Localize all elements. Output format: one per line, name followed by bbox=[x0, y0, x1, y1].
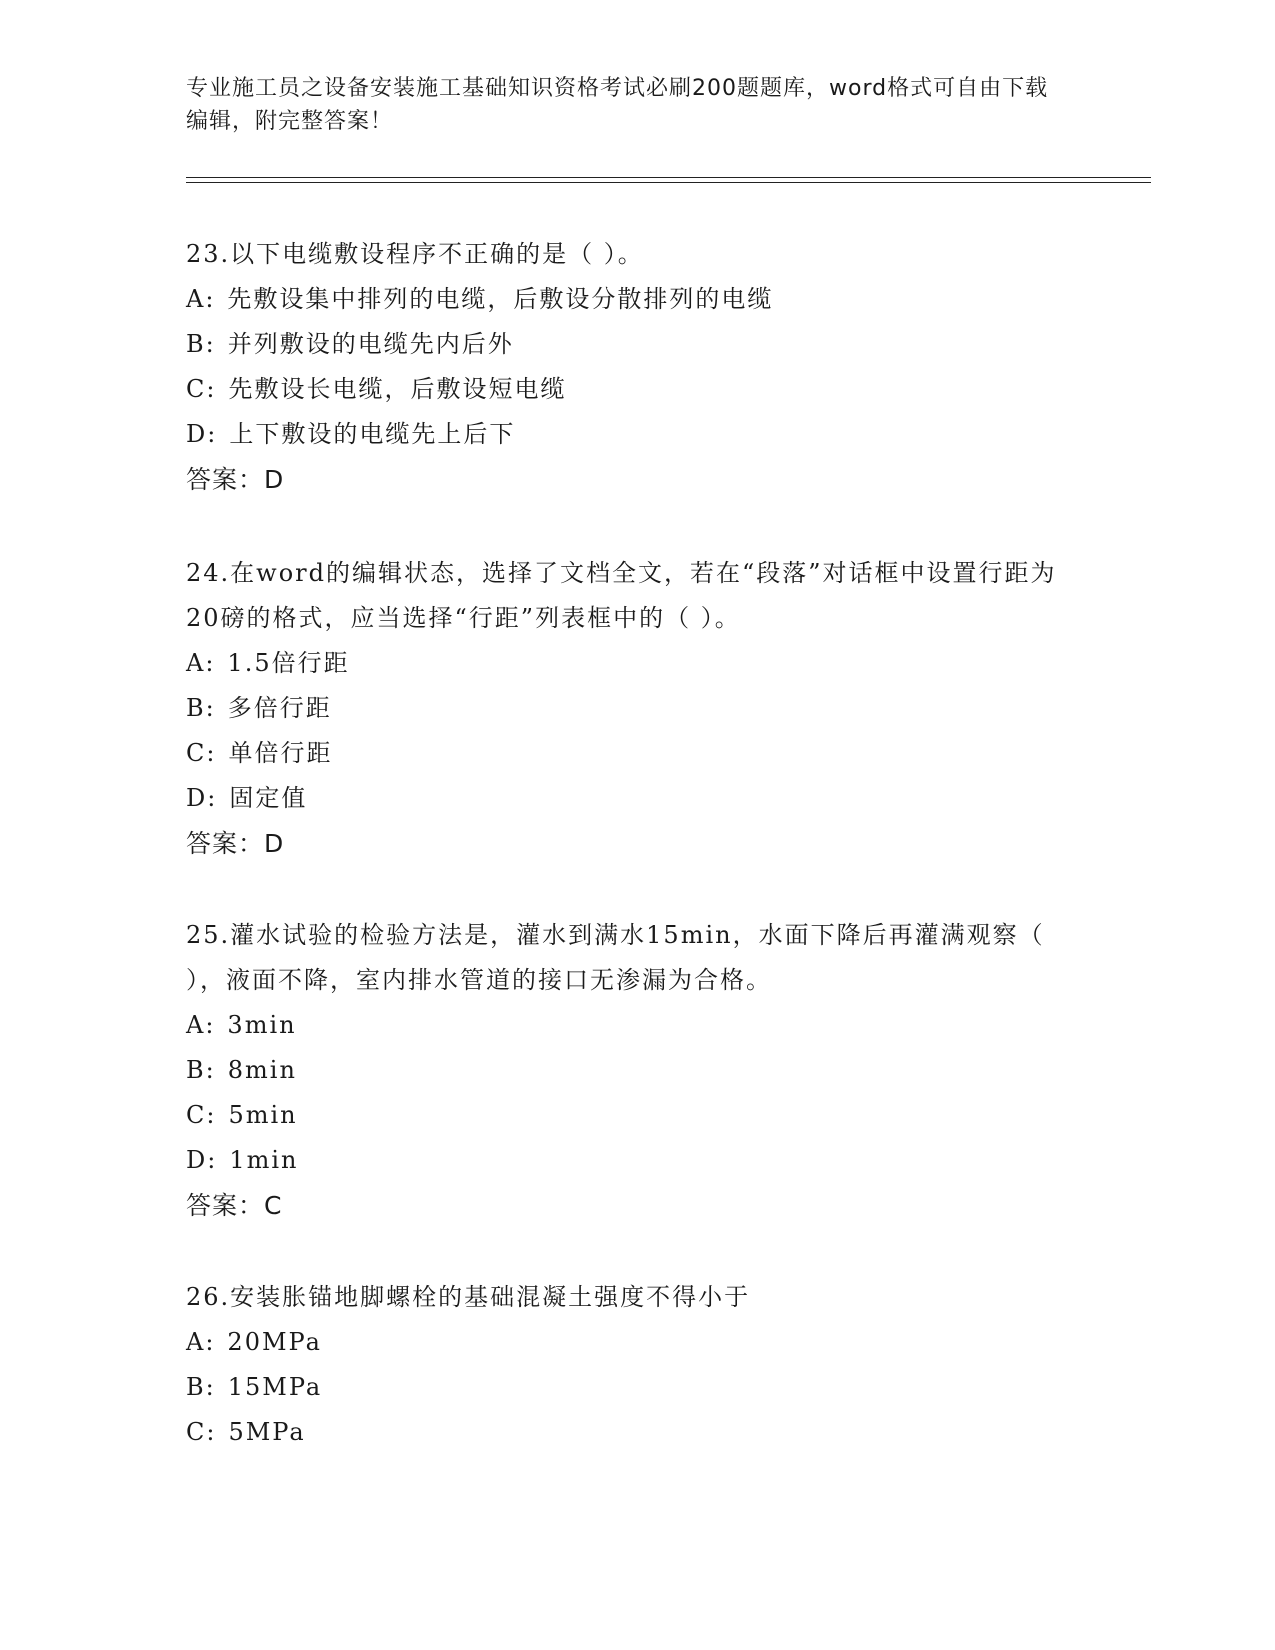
option-value: 15MPa bbox=[227, 1373, 323, 1401]
option-d bbox=[186, 776, 1086, 821]
question-text: 23.以下电缆敷设程序不正确的是（ ）。 bbox=[186, 240, 644, 268]
option-label: B: bbox=[186, 1056, 216, 1084]
option-value: 单倍行距 bbox=[228, 739, 333, 767]
option-label: B: bbox=[186, 1373, 216, 1401]
option-value: 先敷设长电缆，后敷设短电缆 bbox=[228, 375, 567, 403]
option-label: C: bbox=[186, 739, 217, 767]
document-header: 专业施工员之设备安装施工基础知识资格考试必刷200题题库，word格式可自由下载编辑，附完整答案！ bbox=[186, 76, 1049, 134]
option-label: D: bbox=[186, 784, 218, 812]
option-label: D: bbox=[186, 1146, 218, 1174]
option-b bbox=[186, 1365, 1086, 1410]
option-b bbox=[186, 686, 1086, 731]
question-text: 26.安装胀锚地脚螺栓的基础混凝土强度不得小于 bbox=[186, 1283, 751, 1311]
option-label: D: bbox=[186, 420, 218, 448]
question-25 bbox=[186, 913, 1086, 1228]
option-label: C: bbox=[186, 1101, 217, 1129]
option-value: 5min bbox=[228, 1101, 298, 1129]
option-d bbox=[186, 1138, 1086, 1183]
option-value: 多倍行距 bbox=[227, 694, 332, 722]
answer-text: 答案：D bbox=[186, 829, 285, 858]
option-label: A: bbox=[186, 1328, 216, 1356]
answer-text: 答案：D bbox=[186, 465, 285, 494]
option-label: A: bbox=[186, 285, 216, 313]
option-label: C: bbox=[186, 375, 217, 403]
option-a bbox=[186, 277, 1086, 322]
option-value: 并列敷设的电缆先内后外 bbox=[227, 330, 514, 358]
answer-text: 答案：C bbox=[186, 1191, 283, 1220]
option-value: 先敷设集中排列的电缆，后敷设分散排列的电缆 bbox=[227, 285, 774, 313]
option-a bbox=[186, 641, 1086, 686]
option-value: 固定值 bbox=[229, 784, 308, 812]
option-value: 8min bbox=[227, 1056, 297, 1084]
option-c bbox=[186, 1093, 1086, 1138]
header-divider-bottom bbox=[186, 182, 1151, 183]
option-a bbox=[186, 1320, 1086, 1365]
option-value: 上下敷设的电缆先上后下 bbox=[229, 420, 516, 448]
option-value: 3min bbox=[227, 1011, 297, 1039]
question-23 bbox=[186, 232, 1086, 502]
question-text: 25.灌水试验的检验方法是，灌水到满水15min，水面下降后再灌满观察（ ），液面不降，室内排水管道的接口无渗漏为合格。 bbox=[186, 921, 1045, 994]
option-label: C: bbox=[186, 1418, 217, 1446]
question-26 bbox=[186, 1275, 1086, 1455]
question-text: 24.在word的编辑状态，选择了文档全文，若在“段落”对话框中设置行距为20磅的格式，应当选择“行距”列表框中的（ ）。 bbox=[186, 559, 1057, 632]
option-value: 20MPa bbox=[227, 1328, 322, 1356]
option-value: 1min bbox=[229, 1146, 299, 1174]
option-c bbox=[186, 1410, 1086, 1455]
option-label: A: bbox=[186, 649, 216, 677]
header-divider-top bbox=[186, 177, 1151, 178]
option-label: B: bbox=[186, 330, 216, 358]
option-b bbox=[186, 1048, 1086, 1093]
option-c bbox=[186, 731, 1086, 776]
option-label: B: bbox=[186, 694, 216, 722]
option-b bbox=[186, 322, 1086, 367]
question-24 bbox=[186, 551, 1086, 866]
option-d bbox=[186, 412, 1086, 457]
option-a bbox=[186, 1003, 1086, 1048]
option-label: A: bbox=[186, 1011, 216, 1039]
option-value: 5MPa bbox=[228, 1418, 306, 1446]
option-value: 1.5倍行距 bbox=[227, 649, 350, 677]
option-c bbox=[186, 367, 1086, 412]
